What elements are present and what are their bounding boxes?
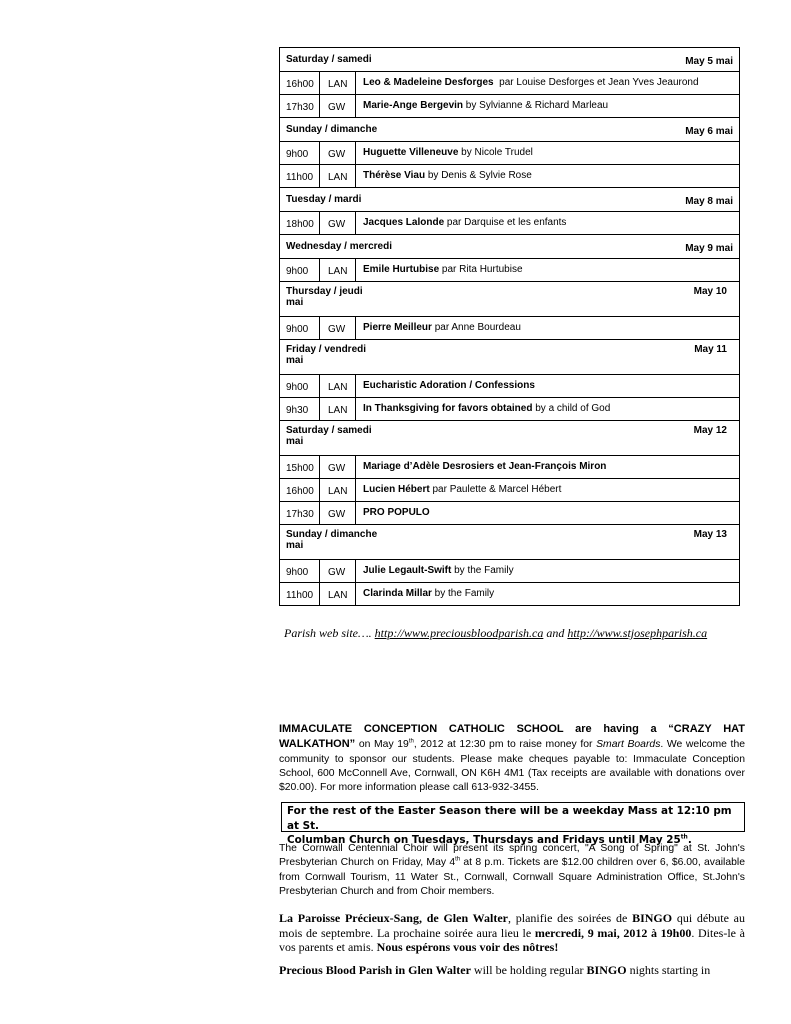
bingo-fr-closing: Nous espérons vous voir des nôtres!: [376, 940, 559, 955]
day-date-suffix: mai: [286, 355, 304, 366]
mass-row: [280, 95, 739, 118]
bingo-fr-date: mercredi, 9 mai, 2012 à 19h00: [534, 925, 692, 940]
mass-time: 17h30: [280, 95, 320, 117]
mass-location: LAN: [320, 375, 356, 397]
mass-time: 9h00: [280, 560, 320, 582]
bingo-fr-parish: La Paroisse Précieux-Sang, de Glen Walter: [279, 911, 508, 925]
bingo-en-bingo: BINGO: [586, 963, 627, 977]
mass-intention: [356, 317, 739, 339]
mass-row: [280, 375, 739, 398]
intention-requester: by Denis & Sylvie Rose: [425, 170, 532, 181]
mass-time: 15h00: [280, 456, 320, 478]
day-header: [280, 235, 739, 259]
walkathon-text-1: on May 19: [358, 739, 409, 751]
intention-name: Julie Legault-Swift: [363, 565, 452, 576]
day-name: Sunday / dimanche: [286, 529, 378, 540]
mass-row: [280, 583, 739, 606]
mass-intention: [356, 398, 739, 420]
mass-row: [280, 479, 739, 502]
day-name: Thursday / jeudi: [286, 286, 363, 297]
mass-intention: [356, 456, 739, 478]
intention-requester: by Sylvianne & Richard Marleau: [463, 100, 609, 111]
mass-row: [280, 72, 739, 95]
mass-intention: [356, 142, 739, 164]
mass-schedule-table: [279, 47, 740, 606]
mass-intention: [356, 259, 739, 281]
mass-row: [280, 259, 739, 282]
bingo-fr-bingo: BINGO: [632, 911, 673, 925]
website-and: and: [543, 626, 568, 640]
day-date: May 13: [693, 529, 727, 540]
intention-name: Pierre Meilleur: [363, 322, 432, 333]
bingo-en-text-1: will be holding regular: [470, 963, 587, 977]
day-name: Sunday / dimanche: [286, 124, 378, 135]
mass-row: [280, 317, 739, 340]
bingo-fr-text-1: , planifie des soirées de: [507, 911, 633, 925]
easter-end: .: [687, 834, 692, 846]
intention-name: Emile Hurtubise: [363, 264, 440, 275]
day-date: May 5 mai: [685, 56, 733, 67]
mass-time: 16h00: [280, 479, 320, 501]
day-date: May 11: [694, 344, 727, 355]
day-header: [280, 340, 739, 375]
website-prefix: Parish web site….: [284, 626, 375, 640]
mass-intention: [356, 583, 739, 605]
day-name: Wednesday / mercredi: [286, 241, 392, 252]
day-date-suffix: mai: [286, 297, 304, 308]
day-header: [280, 282, 739, 317]
intention-name: Huguette Villeneuve: [363, 147, 459, 158]
bingo-en-parish: Precious Blood Parish in Glen Walter: [279, 963, 471, 977]
mass-location: LAN: [320, 259, 356, 281]
mass-intention: [356, 560, 739, 582]
mass-row: [280, 560, 739, 583]
walkathon-sup: th: [408, 738, 414, 745]
mass-time: 9h00: [280, 142, 320, 164]
intention-name: Lucien Hébert: [363, 484, 430, 495]
parish-website-line: [284, 626, 707, 641]
choir-sup: th: [455, 856, 461, 863]
mass-row: [280, 502, 739, 525]
day-date: May 12: [693, 425, 727, 436]
mass-intention: [356, 502, 739, 524]
easter-mass-box: [281, 802, 745, 846]
intention-name: In Thanksgiving for favors obtained: [363, 403, 533, 414]
intention-requester: par Rita Hurtubise: [439, 264, 523, 275]
mass-row: [280, 456, 739, 479]
intention-requester: by a child of God: [532, 403, 611, 414]
day-name: Friday / vendredi: [286, 344, 367, 355]
intention-requester: par Louise Desforges et Jean Yves Jeaurond: [493, 77, 699, 88]
day-header: [280, 421, 739, 456]
mass-location: LAN: [320, 583, 356, 605]
day-name: Saturday / samedi: [286, 425, 372, 436]
choir-text-2: at 8 p.m. Tickets are $12.00 children over 6, $6.00, available from Cornwall Tourism, 11 Water St., Cornwall, Cornwall Square Administration Office, St.John's Presbyterian Church and from Choir members.: [279, 857, 745, 898]
easter-line-2: Columban Church on Tuesdays, Thursdays and Fridays until May 25: [287, 834, 681, 846]
preciousblood-link[interactable]: http://www.preciousbloodparish.ca: [374, 626, 544, 640]
mass-time: 17h30: [280, 502, 320, 524]
intention-name: PRO POPULO: [363, 507, 430, 518]
bingo-fr-text-2: qui débute au mois de septembre. La prochaine soirée aura lieu le: [279, 911, 745, 940]
choir-text-1: The Cornwall Centennial Choir will present its spring concert, "A Song of Spring" at St. John's Presbyterian Church on Friday, May 4: [279, 843, 745, 869]
mass-location: GW: [320, 142, 356, 164]
bingo-notice-en: [279, 963, 745, 978]
day-date: May 10: [693, 286, 727, 297]
stjoseph-link[interactable]: http://www.stjosephparish.ca: [567, 626, 708, 640]
intention-name: Clarinda Millar: [363, 588, 432, 599]
intention-requester: by the Family: [431, 588, 495, 599]
mass-time: 11h00: [280, 165, 320, 187]
day-header: [280, 48, 739, 72]
mass-time: 18h00: [280, 212, 320, 234]
easter-sup: th: [680, 833, 688, 841]
mass-intention: [356, 72, 739, 94]
intention-name: Eucharistic Adoration / Confessions: [363, 380, 535, 391]
intention-name: Jacques Lalonde: [363, 217, 445, 228]
mass-intention: [356, 165, 739, 187]
intention-name: Marie-Ange Bergevin: [363, 100, 464, 111]
mass-intention: [356, 479, 739, 501]
mass-location: GW: [320, 502, 356, 524]
mass-row: [280, 212, 739, 235]
mass-time: 9h30: [280, 398, 320, 420]
mass-location: LAN: [320, 72, 356, 94]
mass-intention: [356, 95, 739, 117]
mass-time: 9h00: [280, 317, 320, 339]
bingo-notice-fr: [279, 911, 745, 955]
walkathon-text-2: , 2012 at 12:30 pm to raise money for: [413, 739, 597, 751]
day-date: May 9 mai: [685, 243, 733, 254]
walkathon-heading: IMMACULATE CONCEPTION CATHOLIC SCHOOL are having a “CRAZY HAT WALKATHON”: [279, 723, 745, 751]
intention-requester: par Anne Bourdeau: [431, 322, 521, 333]
mass-location: GW: [320, 456, 356, 478]
intention-requester: by the Family: [451, 565, 514, 576]
day-date: May 8 mai: [685, 196, 733, 207]
mass-time: 11h00: [280, 583, 320, 605]
intention-requester: by Nicole Trudel: [458, 147, 533, 158]
mass-row: [280, 165, 739, 188]
mass-location: GW: [320, 560, 356, 582]
mass-time: 9h00: [280, 259, 320, 281]
mass-time: 16h00: [280, 72, 320, 94]
day-header: [280, 188, 739, 212]
mass-location: LAN: [320, 165, 356, 187]
intention-requester: par Paulette & Marcel Hébert: [429, 484, 562, 495]
bingo-fr-text-3: . Dites-le à vos parents et amis.: [279, 925, 745, 955]
mass-location: LAN: [320, 479, 356, 501]
mass-location: GW: [320, 95, 356, 117]
smart-boards: Smart Boards: [596, 739, 661, 751]
easter-line-1: For the rest of the Easter Season there will be a weekday Mass at 12:10 pm at St.: [287, 805, 732, 832]
mass-location: LAN: [320, 398, 356, 420]
day-name: Tuesday / mardi: [286, 194, 362, 205]
day-date-suffix: mai: [286, 540, 304, 551]
intention-name: Thérèse Viau: [363, 170, 426, 181]
intention-requester: par Darquise et les enfants: [444, 217, 567, 228]
mass-location: GW: [320, 317, 356, 339]
mass-row: [280, 142, 739, 165]
mass-intention: [356, 212, 739, 234]
day-header: [280, 525, 739, 560]
walkathon-text-3: . We welcome the community to sponsor our students. Please make cheques payable to: Immaculate Conception School, 600 McConnell Ave, Cornwall, ON K6H 4M1 (Tax receipts are available with donations over $20.00). For more information please call 613-932-3455.: [279, 739, 746, 794]
mass-time: 9h00: [280, 375, 320, 397]
walkathon-notice: [279, 722, 745, 795]
day-date-suffix: mai: [286, 436, 304, 447]
mass-row: [280, 398, 739, 421]
bingo-en-text-2: nights starting in: [626, 963, 711, 977]
day-date: May 6 mai: [685, 126, 733, 137]
choir-notice: [279, 842, 745, 900]
intention-name: Mariage d’Adèle Desrosiers et Jean-François Miron: [363, 461, 607, 472]
day-name: Saturday / samedi: [286, 54, 372, 65]
mass-intention: [356, 375, 739, 397]
day-header: [280, 118, 739, 142]
intention-name: Leo & Madeleine Desforges: [363, 77, 494, 88]
mass-location: GW: [320, 212, 356, 234]
